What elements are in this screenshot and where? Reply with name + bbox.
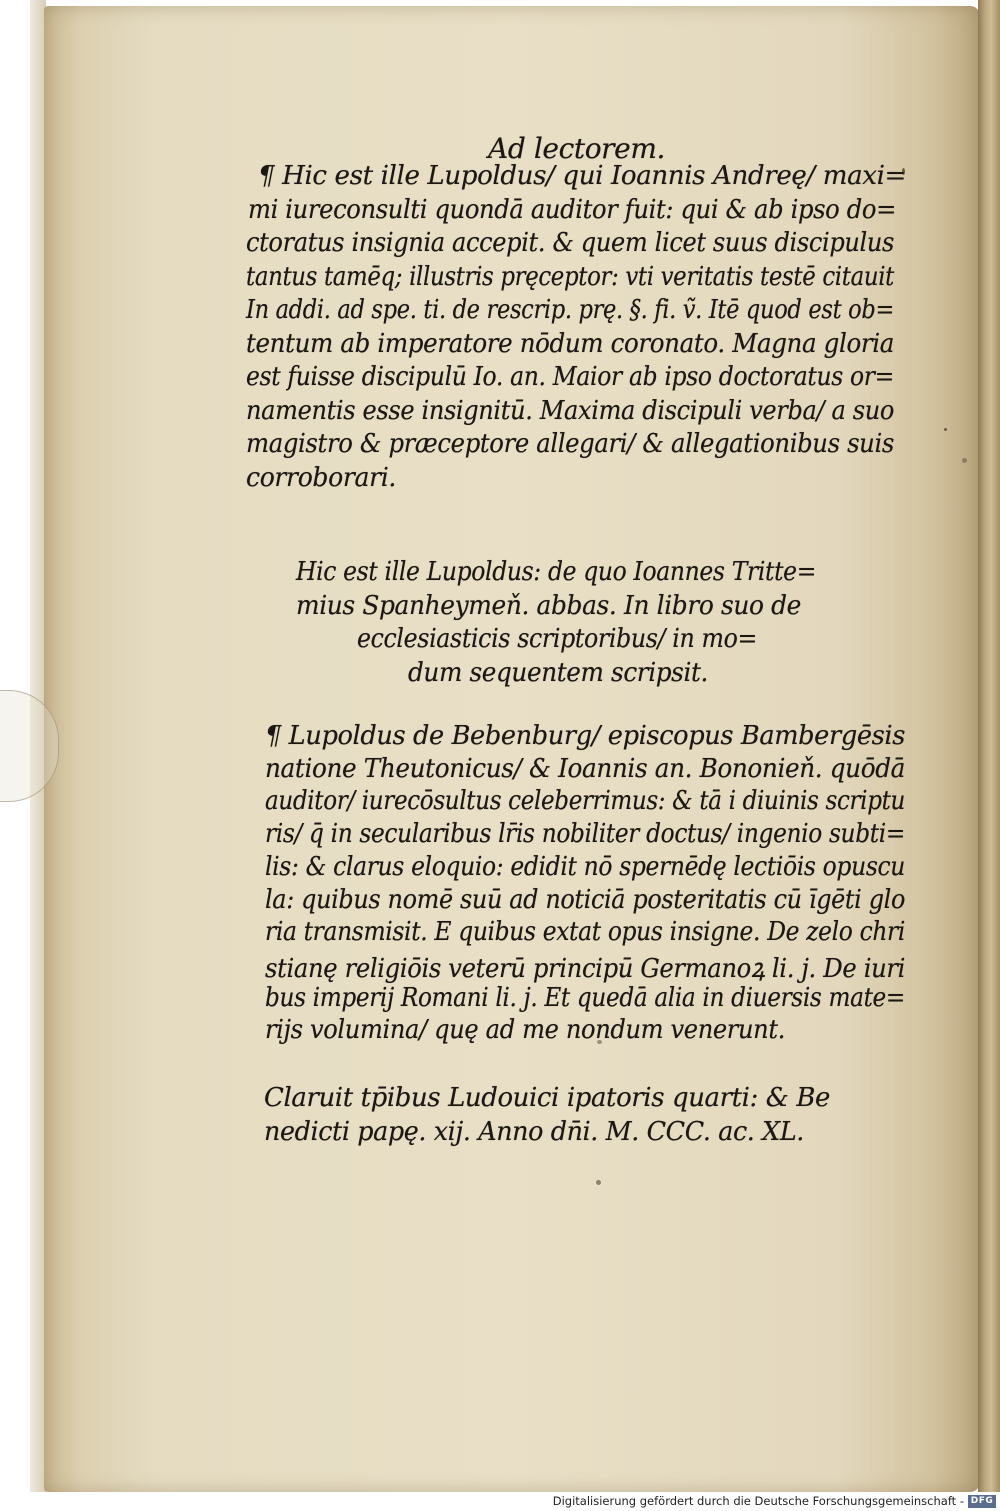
- dfg-logo-icon: DFG: [968, 1495, 996, 1508]
- text-line: magistro & præceptore allegari/ & allegationibus suis: [246, 428, 894, 459]
- text-line: ¶ Lupoldus de Bebenburg/ episcopus Bambergēsis: [265, 720, 905, 751]
- text-line: auditor/ iurecōsultus celeberrimus: & tā i diuinis scriptu: [265, 785, 905, 817]
- text-line: bus imperij Romani li. j. Et quedā alia in diuersis mate=: [265, 981, 905, 1013]
- text-line: rijs volumina/ quę ad me nondum venerunt.: [265, 1014, 785, 1046]
- ink-speck: [596, 1180, 601, 1185]
- text-line: corroborari.: [246, 461, 396, 493]
- page-heading: Ad lectorem.: [488, 132, 665, 165]
- text-line: dum sequentem scripsit.: [408, 656, 708, 688]
- text-line: namentis esse insignitū. Maxima discipuli verba/ a suo: [246, 394, 894, 426]
- ink-speck: [962, 458, 967, 463]
- text-line: mius Spanheymeň. abbas. In libro suo de: [296, 589, 801, 621]
- text-line: ctoratus insignia accepit. & quem licet suus discipulus: [246, 227, 894, 258]
- text-line: In addi. ad spe. ti. de rescrip. prę. §. fi. ṽ. Itē quod est ob=: [246, 294, 894, 325]
- text-line: nedicti papę. xij. Anno dn̄i. M. CCC. ac. XL.: [264, 1115, 804, 1147]
- ink-speck: [944, 428, 947, 431]
- text-line: ¶ Hic est ille Lupoldus/ qui Ioannis Andreę/ maxi=: [258, 160, 906, 191]
- text-line: natione Theutonicus/ & Ioannis an. Bononieň. quōdā: [265, 752, 905, 784]
- text-line: Hic est ille Lupoldus: de quo Ioannes Tritte=: [296, 556, 816, 587]
- text-line: tentum ab imperatore nōdum coronato. Magna gloria: [246, 327, 894, 359]
- text-line: Claruit tp̄ibus Ludouici ipatoris quarti: & Be: [264, 1082, 830, 1113]
- book-binding-edge: [978, 0, 1000, 1492]
- text-line: tantus tamēq; illustris pręceptor: vti veritatis testē citauit: [246, 260, 894, 292]
- text-line: lis: & clarus eloquio: edidit nō spernēdę lectiōis opuscu: [265, 850, 905, 882]
- text-line: ris/ q̄ in secularibus lr̄is nobiliter doctus/ ingenio subti=: [265, 818, 905, 850]
- text-line: stianę religiōis veterū principū Germanoꝝ li. j. De iuri: [265, 952, 905, 984]
- text-line: est fuisse discipulū Io. an. Maior ab ipso doctoratus or=: [246, 361, 894, 392]
- text-line: la: quibus nomē suū ad noticiā posteritatis cū īgēti glo: [265, 883, 905, 915]
- text-line: ria transmisit. E quibus extat opus insigne. De zelo chri: [265, 916, 905, 948]
- text-line: mi iureconsulti quondā auditor fuit: qui & ab ipso do=: [248, 193, 896, 225]
- footer-credit: Digitalisierung gefördert durch die Deutsche Forschungsgemeinschaft -: [552, 1494, 964, 1508]
- text-line: ecclesiasticis scriptoribus/ in mo=: [357, 623, 757, 654]
